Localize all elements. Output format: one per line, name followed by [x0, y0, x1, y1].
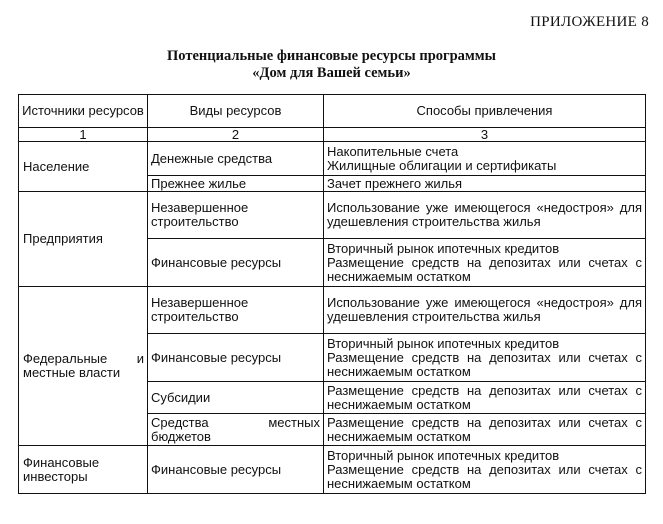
source-cell: Население: [19, 142, 148, 192]
method-cell: [324, 446, 646, 494]
resource-type-cell: Денежные средства: [148, 142, 324, 176]
method-cell: [324, 239, 646, 287]
method-line: Вторичный рынок ипотечных кредитов: [327, 447, 560, 463]
resource-type-cell: Незавершенное строительство: [148, 192, 324, 239]
resource-type-cell: Средства местных бюджетов: [148, 414, 324, 446]
method-cell: Размещение средств на депозитах или счетах с неснижаемым остатком: [324, 414, 646, 446]
column-number: 3: [324, 128, 646, 142]
resources-table: [18, 94, 646, 494]
table-row: [19, 142, 646, 176]
method-line: Размещение средств на депозитах или счетах с неснижаемым остатком: [327, 349, 642, 379]
method-line: Вторичный рынок ипотечных кредитов: [327, 335, 560, 351]
resource-type-cell: Незавершенное строительство: [148, 287, 324, 334]
method-line: Вторичный рынок ипотечных кредитов: [327, 240, 560, 256]
source-cell: Финансовые инвесторы: [19, 446, 148, 494]
header-attraction-methods: Способы привлечения: [324, 95, 646, 128]
source-cell: Предприятия: [19, 192, 148, 287]
document-subtitle: «Дом для Вашей семьи»: [252, 65, 411, 81]
resource-type-cell: Финансовые ресурсы: [148, 334, 324, 382]
resource-type-cell: Финансовые ресурсы: [148, 239, 324, 287]
method-line: Размещение средств на депозитах или счетах с неснижаемым остатком: [327, 461, 642, 491]
table-row: [19, 192, 646, 239]
header-resource-types: Виды ресурсов: [148, 95, 324, 128]
document-title: Потенциальные финансовые ресурсы программы: [166, 48, 497, 64]
resource-type-cell: Прежнее жилье: [148, 176, 324, 192]
column-number-row: [19, 128, 646, 142]
table-row: [19, 287, 646, 334]
source-cell: Федеральные и местные власти: [19, 287, 148, 446]
method-cell: Использование уже имеющегося «недостроя» для удешевления строительства жилья: [324, 192, 646, 239]
appendix-label: ПРИЛОЖЕНИЕ 8: [530, 14, 649, 30]
table-header-row: [19, 95, 646, 128]
column-number: 2: [148, 128, 324, 142]
resource-type-cell: Финансовые ресурсы: [148, 446, 324, 494]
method-cell: [324, 334, 646, 382]
method-line: Жилищные облигации и сертификаты: [327, 157, 557, 173]
column-number: 1: [19, 128, 148, 142]
method-cell: Зачет прежнего жилья: [324, 176, 646, 192]
method-line: Накопительные счета: [327, 143, 459, 159]
resource-type-cell: Субсидии: [148, 382, 324, 414]
header-sources: Источники ресурсов: [19, 95, 148, 128]
method-cell: Использование уже имеющегося «недостроя» для удешевления строительства жилья: [324, 287, 646, 334]
method-cell: [324, 142, 646, 176]
method-line: Размещение средств на депозитах или счетах с неснижаемым остатком: [327, 254, 642, 284]
table-row: [19, 446, 646, 494]
method-cell: Размещение средств на депозитах или счетах с неснижаемым остатком: [324, 382, 646, 414]
